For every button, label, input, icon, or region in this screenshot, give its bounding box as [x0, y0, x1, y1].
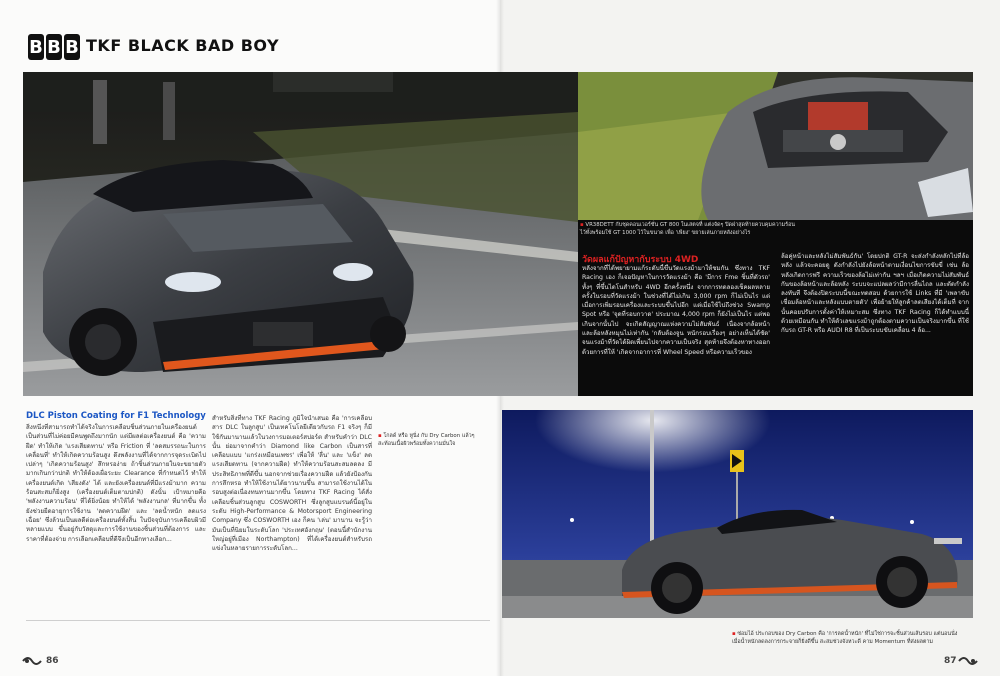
footer-rule-left	[26, 620, 490, 621]
logo-letter: B	[64, 34, 80, 60]
hero-car-photo	[23, 72, 578, 396]
bbb-logo	[28, 34, 80, 60]
section-dlc-col1-text: สิ่งหนึ่งที่สามารถทำได้จริงในการเคลือบชิ้นส่วนภายในเครื่องยนต์ เป็นส่วนที่ไม่ค่อยมีคนพูดถึงมากนัก แต่มีผลต่อเครื่องยนต์ คือ 'ความฝืด' ทำให้เกิด 'แรงเสียดทาน' หรือ Friction ที่ 'ลดสมรรถนะในการเคลื่อนที่' ทำให้เกิดความร้อนสูง ดึงพลังงานที่ได้จากการจุดระเบิดไปเปล่าๆ 'เกิดความร้อนสูง' สึกหรอง่าย ถ้าชิ้นส่วนภายในจะขยายตัวมากเกินกว่าปกติ ทำให้ต้องเผื่อระยะ Clearance ที่กำหนดไว้ ทำให้เครื่องยนต์เกิด 'เสียงดัง' ได้ และยังเครื่องยนต์ที่มีแรงม้ามาก ความร้อนสะสมก็ยิ่งสูง (เครื่องยนต์เต็มตามปกติ) ดังนั้น เป้าหมายคือ 'พลังงานความร้อน' ที่ได้ยิ่งน้อย ทำให้ได้ 'พลังงานกล' ที่มากขึ้น ทั้งยังช่วยยืดอายุการใช้งาน 'ลดความฝืด' และ 'ลดน้ำหนัก ลดแรงเฉื่อย' ซึ่งล้วนเป็นผลดีต่อเครื่องยนต์ทั้งสิ้น ในปัจจุบันการเคลือบผิวมีหลายแบบ ขึ้นอยู่กับวัสดุและการใช้งานของชิ้นส่วนที่ต้องการ และราคาที่ต้องจ่าย การเลือกเคลือบที่ดีจึงเป็นอีกทางเลือก...	[26, 424, 206, 543]
section-4wd-heading: วัดผลแก้ปัญหากับระบบ 4WD	[582, 255, 699, 265]
dry-carbon-caption: ▪ โกลด์ หรือ หูนิ่ง กับ Dry Carbon แล้วๆ สะท้อนเนื้อผิวพร้อมทั้งความมั่นใจ	[378, 433, 475, 447]
engine-photo-caption: ▪ VR38DETT กับชุดคอนเวอร์ชั่น GT 800 ในเสตจที่ แต่งจัดๆ ปิดฝาสุดท้ายควบคุมความร้อน ไว้ทั้งพร้อมใช้ GT 1000 ไว้ในขนาด เพื่อ 'เพียง' ขยายเล่นภายหลังอย่างไร	[580, 222, 795, 236]
hero-car-image	[23, 72, 578, 396]
section-4wd-col1	[582, 264, 770, 394]
section-dlc-heading: DLC Piston Coating for F1 Technology	[26, 411, 206, 421]
side-photo-caption: ▪ ซ่อมไอ้ ประกอบของ Dry Carbon คือ 'การลดน้ำหนัก' ที่ไม่ใช่การจะชิ้นส่วนเส้นรอบ แต่นอนนั่ง เมื่อน้ำหนักลดลงการกระจายก็ยิ่งดีขึ้น สะสมช่วงจังหวะดี คาม Momentum ที่ส่งผลตาม	[732, 631, 958, 645]
engine-image	[578, 72, 973, 220]
section-dlc-col1	[26, 423, 206, 605]
section-4wd-col1-text: หลังจากที่ได้พยายามแก้ระดับนี้ขึ้นวัดแรงม้ามาให้ชมกัน ซึ่งทาง TKF Racing เอง ก็เจอปัญหาในการวัดแรงม้า คือ 'มีการ Fme ชิ้นที่ตัวรถ' ทั้งๆ ที่ขึ้นไดโนสำหรับ 4WD อีกครั้งหนึ่ง จากการทดลองเช็คผลหลายครั้งในรอบที่วัดแรงม้า ในช่วงที่ได้ไม่เกิน 3,000 rpm ก็ไม่เป็นไร แต่เมื่อการเพิ่มรอบเครื่องและระบบขึ้นไปอีก แต่เมื่อใช้ไปถึงช่วง Swamp Spot หรือ 'จุดที่รอบกวาด' ประมาณ 4,000 rpm ก็ยังไม่เป็นไร แต่พอเกินจากนั้นไป จะเกิดสัญญาณแห่งความไม่สัมพันธ์ เนื่องจากล้อหน้าและล้อหลังหมุนไม่เท่ากัน 'กลับต้องจูน หนักรอบเรื่องๆ อย่างเห็นได้ชัด' จนแรงม้าที่วัดได้ผิดเพี้ยนไปจากความเป็นจริง สุดท้ายจึงต้องหาทางออกด้วยการที่ให้ 'เกิดจากอาการที่ Wheel Speed หรือความเร็วของ	[582, 265, 770, 356]
section-dlc-col2-text: สำหรับสิ่งที่ทาง TKF Racing ภูมิใจนำเสนอ คือ 'การเคลือบสาร DLC ในลูกสูบ' เป็นเทคโนโลยีเดียวกับรถ F1 จริงๆ ก็มีใช้กันมานานแล้วในวงการมอเตอร์สปอร์ต สำหรับคำว่า DLC นั้น ย่อมาจากคำว่า Diamond like Carbon เป็นสารที่เคลือบแบบ 'แกร่งเหมือนเพชร' เพื่อให้ 'ลื่น' และ 'แข็ง' ลดแรงเสียดทาน (จากความฝืด) ทำให้ความร้อนสะสมลดลง มีประสิทธิภาพที่ดีขึ้น นอกจากช่วยเรื่องความฝืด แล้วยังป้องกันการสึกหรอ ทำให้ใช้งานได้ยาวนานขึ้น สามารถใช้งานได้ในรอบสูงต่อเนื่องทนทานมากขึ้น โดยทาง TKF Racing ได้สั่งเคลือบชิ้นส่วนลูกสูบ COSWORTH ซึ่งลูกสูบแบรนด์นี้อยู่ในระดับ High-Performance & Motorsport Engineering Company ซึ่ง COSWORTH เอง ก็คน 'เล่น' มานาน จะรู้ว่ามันเป็นที่นิยมในระดับโลก 'ประเทศอังกฤษ' (ตอนนี้สำนักงานใหญ่อยู่ที่เมือง Northampton) ที่ได้เครื่องยนต์สำหรับรถแข่งในหลายรายการระดับโลก...	[212, 415, 372, 553]
side-car-photo	[502, 410, 973, 618]
right-page-number: 87	[944, 656, 957, 666]
footer-logo-icon	[22, 655, 42, 667]
left-page-number: 86	[46, 656, 59, 666]
engine-bay-photo	[578, 72, 973, 220]
side-car-image	[502, 410, 973, 618]
section-dlc-col2	[212, 414, 372, 606]
footer-logo-icon	[958, 655, 978, 667]
article-title: TKF BLACK BAD BOY	[86, 36, 280, 55]
section-4wd-col2-text: ล้อคู่หน้าและหลังไม่สัมพันธ์กัน' โดยปกติ GT-R จะส่งกำลังหลักไปที่ล้อหลัง แล้วจะคอยดู ดังกำลังไปยังล้อหน้าตามเงื่อนไขการขับขี่ เช่น ล้อหลังเกิดการฟรี ความเร็วของล้อไม่เท่ากัน ฯลฯ เมื่อเกิดความไม่สัมพันธ์กันของล้อหน้าและล้อหลัง ระบบจะแปลผลว่ามีการลื่นไถล และตัดกำลังลงทันที จึงต้องปิดระบบนี้ขณะทดสอบ ด้วยการใช้ Links ที่มี 'เพลาขับเชื่อมล้อหน้าและหลังแบบตายตัว' เพื่อย้ายให้ลูกค้าลดเสียงได้เต็มที่ จากนั้นคอยปรับการตั้งค่าให้เหมาะสม ซึ่งทาง TKF Racing ก็ได้ทำแบบนี้ด้วยเหมือนกัน ทำให้ตัวเลขแรงม้าถูกต้องตามความเป็นจริงมากขึ้น ที่ใช้กับรถ GT-R หรือ AUDI R8 ที่เป็นระบบขับเคลื่อน 4 ล้อ...	[781, 253, 969, 335]
logo-letter: B	[28, 34, 44, 60]
section-4wd-col2	[781, 252, 969, 394]
logo-letter: B	[46, 34, 62, 60]
